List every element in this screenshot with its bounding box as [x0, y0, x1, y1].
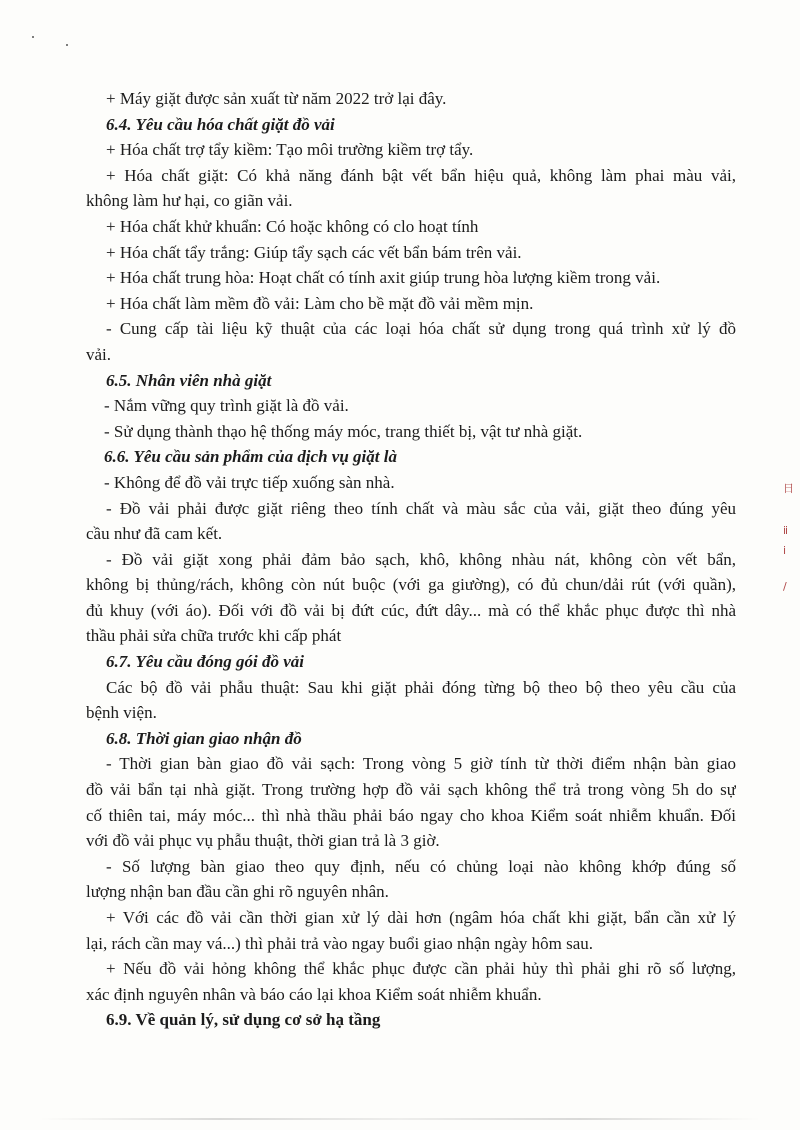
- text-line: - Cung cấp tài liệu kỹ thuật của các loại hóa chất sử dụng trong quá trình xử lý đồ: [106, 319, 736, 339]
- text-line: Các bộ đồ vải phẫu thuật: Sau khi giặt phải đóng từng bộ theo bộ theo yêu cầu của: [106, 677, 736, 697]
- text-line: - Số lượng bàn giao theo quy định, nếu có chủng loại nào không khớp đúng số: [106, 856, 736, 876]
- text-line: - Thời gian bàn giao đồ vải sạch: Trong vòng 5 giờ tính từ thời điểm nhận bàn giao: [106, 754, 736, 774]
- text-line: - Đồ vải giặt xong phải đảm bảo sạch, khô, không nhàu nát, không còn vết bẩn,: [106, 549, 736, 569]
- section-heading-6-5: 6.5. Nhân viên nhà giặt: [106, 370, 272, 390]
- text-line: - Không để đồ vải trực tiếp xuống sàn nhà.: [104, 472, 395, 492]
- text-line: lại, rách cần may vá...) thì phải trả vào ngay buổi giao nhận ngày hôm sau.: [86, 933, 594, 953]
- margin-mark: ⅱ: [783, 524, 789, 537]
- scan-edge-line: [40, 1118, 760, 1120]
- text-line: + Với các đồ vải cần thời gian xử lý dài hơn (ngâm hóa chất khi giặt, bẩn cần xử lý: [106, 908, 736, 927]
- text-line: không bị thủng/rách, không còn nút buộc (với ga giường), có đủ chun/dải rút (với quần),: [86, 575, 736, 595]
- text-line: đồ vải bẩn tại nhà giặt. Trong trường hợp đồ vải sạch không thể trả trong vòng 5h do sự: [86, 780, 736, 800]
- text-line: xác định nguyên nhân và báo cáo lại khoa Kiểm soát nhiễm khuẩn.: [86, 984, 542, 1004]
- text-line: vải.: [86, 344, 112, 364]
- document-body: [86, 86, 736, 1033]
- text-line: - Sử dụng thành thạo hệ thống máy móc, trang thiết bị, vật tư nhà giặt.: [104, 421, 583, 441]
- text-line: cố thiên tai, máy móc... thì nhà thầu phải báo ngay cho khoa Kiểm soát nhiễm khuẩn. Đối: [86, 805, 736, 825]
- section-heading-6-6: 6.6. Yêu cầu sản phẩm của dịch vụ giặt là: [104, 447, 397, 467]
- section-heading-6-9: 6.9. Về quản lý, sử dụng cơ sở hạ tầng: [106, 1010, 381, 1030]
- text-line: + Hóa chất khử khuẩn: Có hoặc không có clo hoạt tính: [106, 216, 479, 236]
- text-line: thầu phải sửa chữa trước khi cấp phát: [86, 626, 342, 646]
- margin-mark: 日: [783, 482, 794, 495]
- section-heading-6-4: 6.4. Yêu cầu hóa chất giặt đồ vải: [106, 114, 335, 134]
- section-heading-6-8: 6.8. Thời gian giao nhận đồ: [106, 728, 302, 748]
- text-line: + Hóa chất làm mềm đồ vải: Làm cho bề mặt đồ vải mềm mịn.: [106, 293, 534, 313]
- text-line: + Hóa chất giặt: Có khả năng đánh bật vết bẩn hiệu quả, không làm phai màu vải,: [106, 165, 736, 185]
- text-line: đủ khuy (với áo). Đối với đồ vải bị đứt cúc, đứt dây... mà có thể khắc phục được thì nhà: [86, 600, 736, 620]
- text-line: + Hóa chất trợ tẩy kiềm: Tạo môi trường kiềm trợ tẩy.: [106, 140, 474, 160]
- text-line: + Nếu đồ vải hỏng không thể khắc phục được cần phải hủy thì phải ghi rõ số lượng,: [106, 959, 736, 979]
- section-heading-6-7: 6.7. Yêu cầu đóng gói đồ vải: [106, 652, 305, 672]
- text-line: + Máy giặt được sản xuất từ năm 2022 trở lại đây.: [106, 89, 447, 108]
- text-line: không làm hư hại, co giãn vải.: [86, 191, 293, 211]
- text-line: cầu như đã cam kết.: [86, 524, 223, 544]
- text-line: bệnh viện.: [86, 703, 157, 723]
- text-line: lượng nhận ban đầu cần ghi rõ nguyên nhân.: [86, 882, 389, 902]
- margin-mark: i: [783, 544, 787, 557]
- margin-mark: /: [783, 580, 787, 593]
- text-line: + Hóa chất trung hòa: Hoạt chất có tính axit giúp trung hòa lượng kiềm trong vải.: [106, 268, 661, 288]
- text-line: - Đồ vải phải được giặt riêng theo tính chất và màu sắc của vải, giặt theo đúng yêu: [106, 498, 736, 518]
- text-line: + Hóa chất tẩy trắng: Giúp tẩy sạch các vết bẩn bám trên vải.: [106, 242, 522, 262]
- text-line: với đồ vải phục vụ phẫu thuật, thời gian trả là 3 giờ.: [86, 831, 440, 851]
- text-line: - Nắm vững quy trình giặt là đồ vải.: [104, 396, 349, 416]
